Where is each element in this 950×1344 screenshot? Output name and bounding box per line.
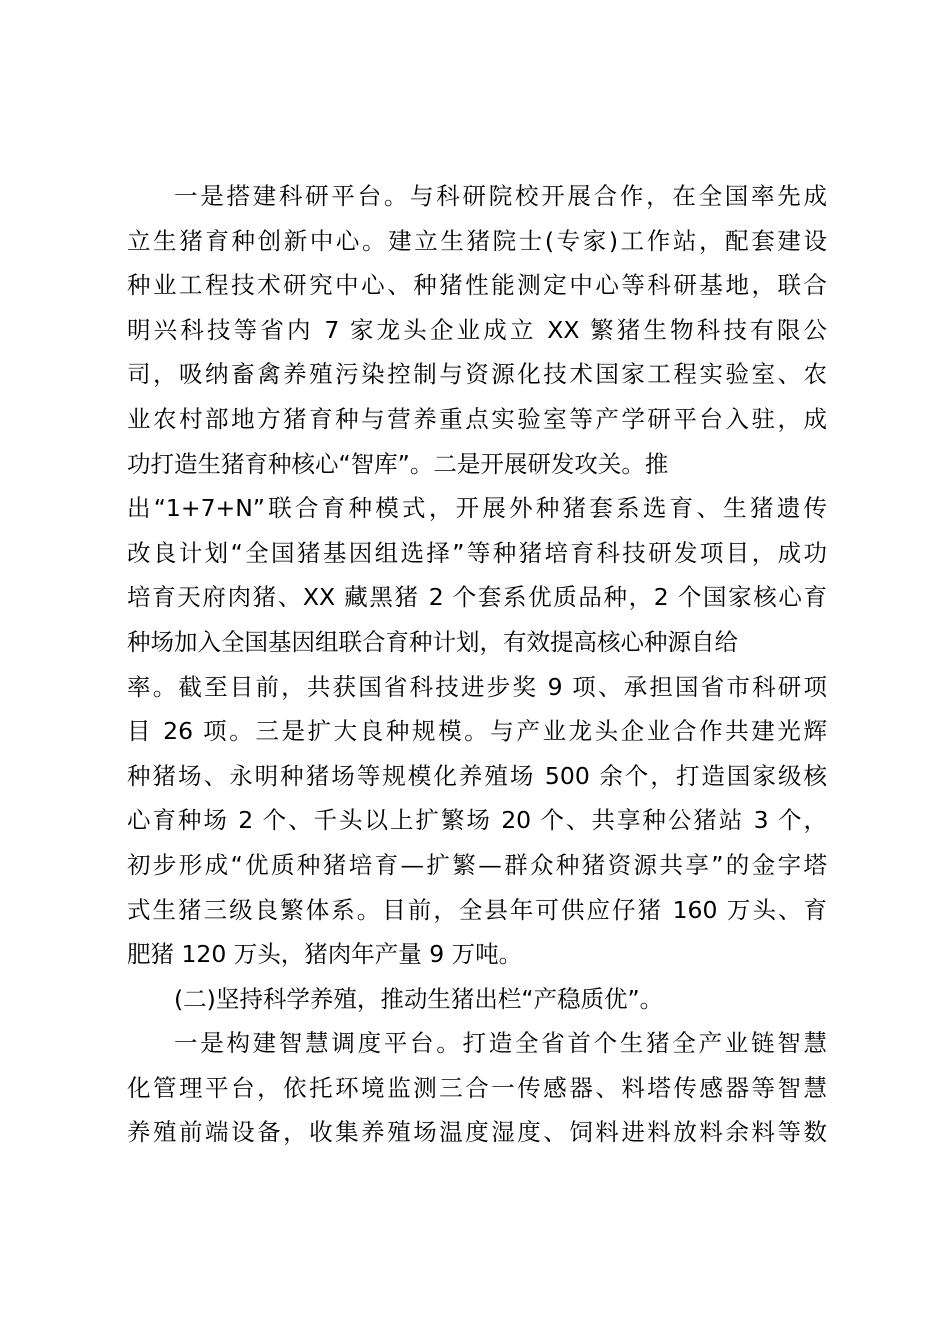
paragraph-line: 率。截至目前，共获国省科技进步奖 9 项、承担国省市科研项 bbox=[127, 672, 827, 701]
paragraph-line: 心育种场 2 个、千头以上扩繁场 20 个、共享种公猪站 3 个， bbox=[127, 806, 827, 835]
paragraph-line: 立生猪育种创新中心。建立生猪院士(专家)工作站，配套建设 bbox=[127, 226, 827, 255]
paragraph-line: 一是搭建科研平台。与科研院校开展合作，在全国率先成 bbox=[174, 182, 827, 210]
paragraph-line: 种业工程技术研究中心、种猪性能测定中心等科研基地，联合 bbox=[127, 271, 827, 300]
paragraph-line: 改良计划“全国猪基因组选择”等种猪培育科技研发项目，成功 bbox=[127, 538, 827, 567]
paragraph-line: 初步形成“优质种猪培育—扩繁—群众种猪资源共享”的金字塔 bbox=[127, 850, 827, 879]
paragraph-line: 业农村部地方猪育种与营养重点实验室等产学研平台入驻，成 bbox=[127, 404, 827, 433]
paragraph-line: 化管理平台，依托环境监测三合一传感器、料塔传感器等智慧 bbox=[127, 1073, 827, 1102]
paragraph-line: 出“1+7+N”联合育种模式，开展外种猪套系选育、生猪遗传 bbox=[127, 494, 827, 523]
document-body bbox=[127, 174, 827, 1155]
paragraph-line: 司，吸纳畜禽养殖污染控制与资源化技术国家工程实验室、农 bbox=[127, 360, 827, 389]
section-heading: (二)坚持科学养殖，推动生猪出栏“产稳质优”。 bbox=[174, 984, 664, 1013]
paragraph-line: 式生猪三级良繁体系。目前，全县年可供应仔猪 160 万头、育 bbox=[127, 895, 827, 924]
paragraph-line: 一是构建智慧调度平台。打造全省首个生猪全产业链智慧 bbox=[174, 1029, 827, 1058]
paragraph-line: 明兴科技等省内 7 家龙头企业成立 XX 繁猪生物科技有限公 bbox=[127, 315, 827, 344]
paragraph-line: 种场加入全国基因组联合育种计划，有效提高核心种源自给 bbox=[127, 627, 738, 656]
paragraph-line: 培育天府肉猪、XX 藏黑猪 2 个套系优质品种，2 个国家核心育 bbox=[127, 583, 827, 612]
paragraph-line: 肥猪 120 万头，猪肉年产量 9 万吨。 bbox=[127, 940, 523, 969]
paragraph-line: 目 26 项。三是扩大良种规模。与产业龙头企业合作共建光辉 bbox=[127, 717, 827, 746]
paragraph-line: 种猪场、永明种猪场等规模化养殖场 500 余个，打造国家级核 bbox=[127, 761, 827, 790]
paragraph-line: 养殖前端设备，收集养殖场温度湿度、饲料进料放料余料等数 bbox=[127, 1118, 827, 1147]
paragraph-line: 功打造生猪育种核心“智库”。二是开展研发攻关。推 bbox=[127, 449, 669, 478]
